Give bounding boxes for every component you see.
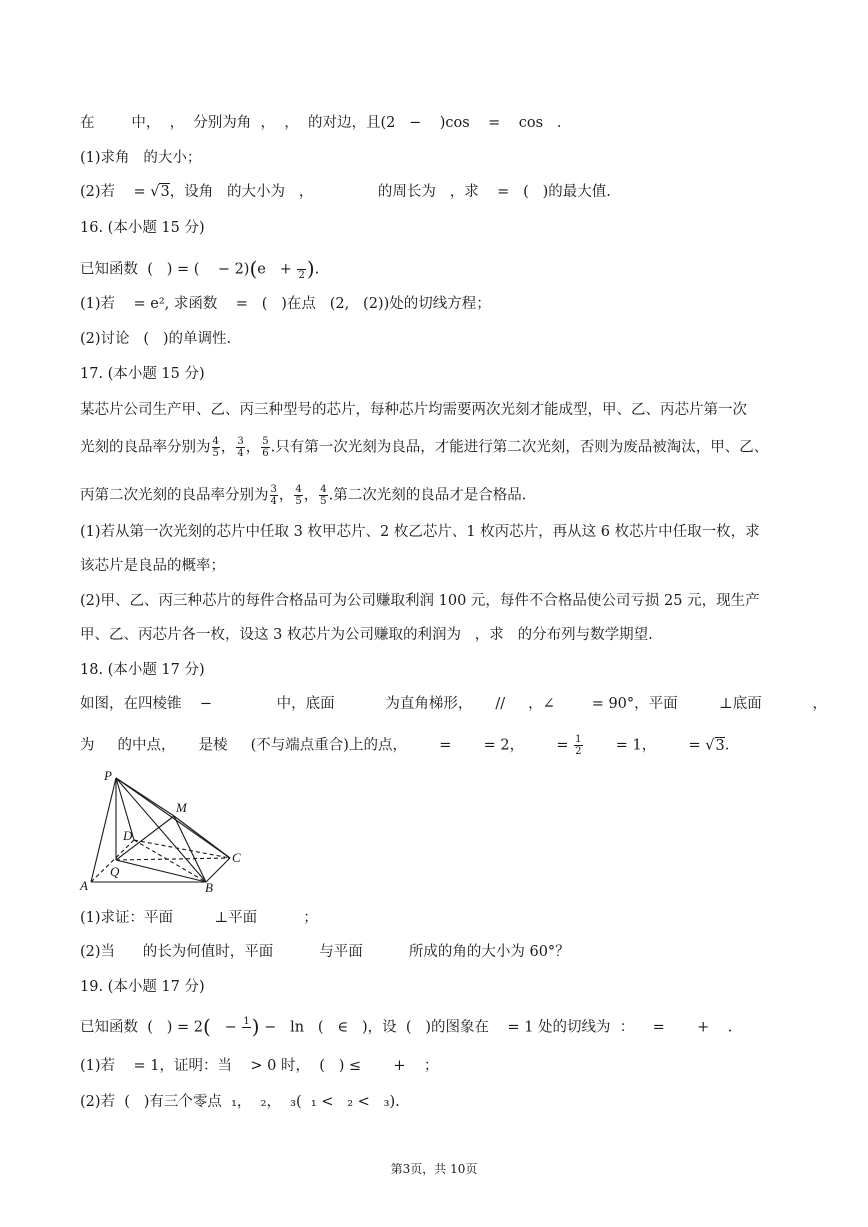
q16-part2: (2)讨论 ( )的单调性. (80, 331, 232, 347)
frac-4-5 (212, 436, 220, 459)
q16-header: 16. (本小题 15 分) (80, 220, 205, 236)
label-A: A (80, 878, 88, 893)
q17-line2-pre: 光刻的良品率分别为 (80, 439, 211, 456)
q17-line3: 丙第二次光刻的良品率分别为 $\frac{3}{4}$ ， $\frac{4}{5}$ ， $\frac{4}{5}$ .第二次光刻的良品才是合格品. (80, 484, 527, 507)
q16-func-post: . (314, 261, 320, 278)
q19-func-post: − ln ( ∈ )，设 ( )的图象在 = 1 处的切线为 ： = + . (259, 1019, 733, 1036)
frac-3-4 (236, 436, 244, 459)
left-paren: ( (249, 256, 258, 281)
q18-line2-pre: 为 的中点， 是棱 (不与端点重合)上的点， = = 2， = (80, 737, 574, 754)
q15-part2-post: ，设角 的大小为 ， 的周长为 ，求 = ( )的最大值. (169, 184, 611, 200)
q18-line2-post: . (724, 737, 730, 754)
q18-sqrt-value: 3 (715, 737, 725, 754)
q17-header: 17. (本小题 15 分) (80, 366, 205, 382)
q18-line2 (80, 734, 729, 757)
sqrt-symbol: √ (150, 184, 160, 200)
label-D: D (123, 828, 133, 843)
edge-QC (116, 858, 230, 860)
q16-function (80, 258, 319, 281)
q15-intro: 在 中， ， 分别为角 ， ， 的对边，且(2 − )cos = cos . (80, 115, 562, 131)
q16-part1: (1)若 = e², 求函数 = ( )在点 (2, (2))处的切线方程； (80, 296, 491, 312)
frac-num: 4 (295, 484, 302, 495)
q19-function (80, 1016, 732, 1039)
q15-part2 (80, 182, 611, 202)
frac-num (297, 258, 305, 270)
label-Q: Q (110, 864, 120, 879)
q17-line3-pre: 丙第二次光刻的良品率分别为 (80, 487, 269, 504)
frac-5-6 (261, 436, 269, 459)
frac-num: 1 (243, 1016, 250, 1027)
frac-den: 2 (575, 746, 582, 757)
q17-part1a: (1)若从第一次光刻的芯片中任取 3 枚甲芯片、2 枚乙芯片、1 枚丙芯片，再从这 6 枚芯片中任取一枚，求 (80, 524, 760, 540)
pyramid-figure (78, 768, 258, 896)
q18-line2-mid: = 1， = (583, 737, 706, 754)
q19-frac (242, 1016, 250, 1039)
frac-num: 3 (270, 484, 277, 495)
q17-line3-post: .第二次光刻的良品才是合格品. (328, 487, 527, 504)
edge-MC (174, 816, 230, 858)
q18-part1: (1)求证：平面 ⊥平面 ； (80, 910, 318, 926)
frac-den: 5 (295, 496, 302, 507)
edge-PM (116, 778, 174, 816)
left-paren: ( (202, 1014, 211, 1039)
q19-func-inner: − (210, 1019, 242, 1036)
frac-den: 6 (262, 448, 269, 459)
frac-num: 3 (237, 436, 244, 447)
q19-func-pre: 已知函数 ( ) = 2 (80, 1019, 203, 1036)
q19-part2: (2)若 ( )有三个零点 ₁， ₂， ₃( ₁ < ₂ < ₃). (80, 1094, 400, 1110)
q17-line1: 某芯片公司生产甲、乙、丙三种型号的芯片，每种芯片均需要两次光刻才能成型，甲、乙、丙芯片第一次 (80, 402, 747, 418)
frac-den (242, 1028, 250, 1039)
page-footer: 第3页，共 10页 (390, 1162, 478, 1176)
label-P: P (104, 768, 112, 783)
frac-den: 5 (212, 448, 219, 459)
q17-line2: 光刻的良品率分别为 $\frac{4}{5}$ ， $\frac{3}{4}$ ， $\frac{5}{6}$ .只有第一次光刻为良品，才能进行第二次光刻，否则为废品被淘汰，甲、乙、 (80, 436, 769, 459)
q17-line2-post: .只有第一次光刻为良品，才能进行第二次光刻，否则为废品被淘汰，甲、乙、 (270, 439, 769, 456)
sqrt-symbol: √ (705, 737, 715, 754)
q16-frac (297, 258, 305, 281)
frac-num: 4 (320, 484, 327, 495)
q16-func-pre: 已知函数 ( ) = ( − 2) (80, 261, 250, 278)
frac-3-4b (270, 484, 278, 507)
edge-PC (116, 778, 230, 858)
q18-line1: 如图，在四棱锥 − 中，底面 为直角梯形， // ，∠ = 90°，平面 ⊥底面 ， (80, 696, 827, 712)
right-paren: ) (306, 256, 315, 281)
edge-BC (206, 858, 230, 882)
q19-part1: (1)若 = 1，证明：当 > 0 时， ( ) ≤ + ； (80, 1058, 439, 1074)
label-C: C (232, 850, 241, 865)
frac-num: 5 (262, 436, 269, 447)
q15-part1: (1)求角 的大小； (80, 150, 202, 166)
q18-part2: (2)当 的长为何值时，平面 与平面 所成的角的大小为 60°？ (80, 944, 570, 960)
frac-4-5b (294, 484, 302, 507)
q17-part2a: (2)甲、乙、丙三种芯片的每件合格品可为公司赚取利润 100 元，每件不合格品使公司亏损 25 元，现生产 (80, 593, 760, 609)
frac-den: 4 (237, 448, 244, 459)
q15-sqrt-value: 3 (160, 184, 170, 200)
edge-QB (116, 860, 206, 882)
frac-num: 4 (212, 436, 219, 447)
label-M: M (176, 800, 187, 815)
frac-den: 4 (270, 496, 277, 507)
frac-den: 5 (320, 496, 327, 507)
frac-num: 1 (575, 734, 582, 745)
frac-1-2 (574, 734, 582, 757)
q16-func-inner: e + (257, 261, 297, 278)
frac-4-5c (319, 484, 327, 507)
q17-part1b: 该芯片是良品的概率； (80, 558, 225, 574)
q15-part2-pre: (2)若 = (80, 184, 151, 200)
q17-part2b: 甲、乙、丙芯片各一枚，设这 3 枚芯片为公司赚取的利润为 ，求 的分布列与数学期望. (80, 627, 653, 643)
frac-den: 2 (298, 270, 305, 281)
q18-header: 18. (本小题 17 分) (80, 662, 205, 678)
label-B: B (205, 880, 213, 895)
right-paren: ) (251, 1014, 260, 1039)
q19-header: 19. (本小题 17 分) (80, 979, 205, 995)
